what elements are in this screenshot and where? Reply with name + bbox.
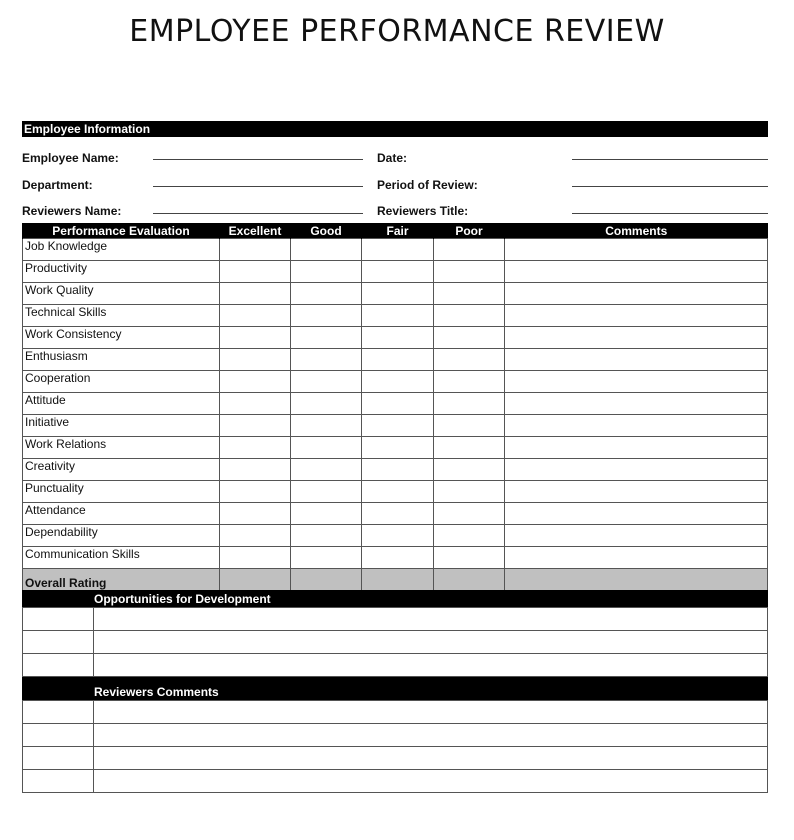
rating-cell[interactable] [505,327,768,349]
rating-cell[interactable] [291,239,362,261]
table-cell[interactable] [23,770,94,793]
rating-cell[interactable] [505,547,768,569]
rating-cell[interactable] [291,437,362,459]
table-cell[interactable] [94,724,768,747]
rating-cell[interactable] [362,239,434,261]
criterion-label: Dependability [23,525,220,547]
rating-cell[interactable] [505,349,768,371]
rating-cell[interactable] [434,283,505,305]
table-row [23,415,768,437]
table-row [23,393,768,415]
rating-cell[interactable] [434,481,505,503]
rating-cell[interactable] [291,547,362,569]
rating-cell[interactable] [220,239,291,261]
rating-cell[interactable] [362,349,434,371]
rating-cell[interactable] [434,239,505,261]
table-row [23,525,768,547]
rating-cell[interactable] [505,305,768,327]
opportunities-section [22,590,768,677]
table-row [23,608,768,631]
rating-cell[interactable] [505,415,768,437]
column-header: Comments [505,223,768,239]
rating-cell[interactable] [505,503,768,525]
table-row [23,631,768,654]
rating-cell[interactable] [434,525,505,547]
column-header: Excellent [220,223,291,239]
column-header: Performance Evaluation [23,223,220,239]
rating-cell[interactable] [362,569,434,591]
rating-cell[interactable] [220,261,291,283]
criterion-label: Initiative [23,415,220,437]
rating-cell[interactable] [220,525,291,547]
department-field[interactable] [153,186,363,187]
table-cell[interactable] [23,747,94,770]
rating-cell[interactable] [362,503,434,525]
criterion-label: Productivity [23,261,220,283]
column-header: Poor [434,223,505,239]
table-row [23,459,768,481]
criterion-label: Technical Skills [23,305,220,327]
table-cell[interactable] [94,701,768,724]
rating-cell[interactable] [291,393,362,415]
rating-cell[interactable] [291,503,362,525]
period-field[interactable] [572,186,768,187]
rating-cell[interactable] [434,459,505,481]
table-row [23,724,768,747]
table-row [23,747,768,770]
criterion-label: Creativity [23,459,220,481]
rating-cell[interactable] [220,415,291,437]
reviewers-name-field[interactable] [153,213,363,214]
rating-cell[interactable] [220,569,291,591]
table-row [23,327,768,349]
criterion-label: Enthusiasm [23,349,220,371]
rating-cell[interactable] [220,393,291,415]
table-row [23,349,768,371]
rating-cell[interactable] [434,349,505,371]
rating-cell[interactable] [291,261,362,283]
criterion-label: Communication Skills [23,547,220,569]
rating-cell[interactable] [362,371,434,393]
rating-cell[interactable] [291,459,362,481]
table-cell[interactable] [94,770,768,793]
criterion-label: Punctuality [23,481,220,503]
rating-cell[interactable] [434,437,505,459]
criterion-label: Job Knowledge [23,239,220,261]
rating-cell[interactable] [291,349,362,371]
date-field[interactable] [572,159,768,160]
rating-cell[interactable] [505,481,768,503]
rating-cell[interactable] [362,525,434,547]
rating-cell[interactable] [362,415,434,437]
table-cell[interactable] [23,654,94,677]
rating-cell[interactable] [220,481,291,503]
rating-cell[interactable] [362,459,434,481]
criterion-label: Work Relations [23,437,220,459]
reviewers-title-label: Reviewers Title: [377,204,469,218]
rating-cell[interactable] [220,547,291,569]
page-title: EMPLOYEE PERFORMANCE REVIEW [129,14,665,49]
rating-cell[interactable] [291,305,362,327]
rating-cell[interactable] [220,459,291,481]
rating-cell[interactable] [505,393,768,415]
employee-info-header: Employee Information [22,121,768,137]
table-row [23,701,768,724]
column-header: Fair [362,223,434,239]
reviewers-title-field[interactable] [572,213,768,214]
table-row [23,770,768,793]
criterion-label: Work Consistency [23,327,220,349]
table-row [23,261,768,283]
rating-cell[interactable] [220,305,291,327]
rating-cell[interactable] [505,525,768,547]
employee-name-field[interactable] [153,159,363,160]
rating-cell[interactable] [434,261,505,283]
rating-cell[interactable] [362,261,434,283]
rating-cell[interactable] [362,283,434,305]
rating-cell[interactable] [362,437,434,459]
table-row [23,239,768,261]
opportunities-table [22,607,768,677]
rating-cell[interactable] [220,503,291,525]
table-row [23,654,768,677]
period-label: Period of Review: [377,178,478,192]
table-row [23,481,768,503]
rating-cell[interactable] [434,393,505,415]
column-header: Good [291,223,362,239]
rating-cell[interactable] [434,569,505,591]
table-row [23,283,768,305]
reviewer-comments-header: Reviewers Comments [22,677,768,700]
table-cell[interactable] [23,724,94,747]
table-cell[interactable] [23,608,94,631]
rating-cell[interactable] [505,459,768,481]
table-cell[interactable] [94,631,768,654]
rating-cell[interactable] [220,327,291,349]
table-row [23,305,768,327]
table-row [23,547,768,569]
rating-cell[interactable] [505,283,768,305]
rating-cell[interactable] [505,437,768,459]
rating-cell[interactable] [220,437,291,459]
criterion-label: Work Quality [23,283,220,305]
rating-cell[interactable] [505,261,768,283]
reviewer-comments-table [22,700,768,793]
rating-cell[interactable] [434,547,505,569]
rating-cell[interactable] [505,371,768,393]
table-row [23,371,768,393]
rating-cell[interactable] [220,349,291,371]
criterion-label: Attitude [23,393,220,415]
rating-cell[interactable] [220,283,291,305]
table-cell[interactable] [94,608,768,631]
rating-cell[interactable] [505,569,768,591]
rating-cell[interactable] [291,525,362,547]
rating-cell[interactable] [434,305,505,327]
table-cell[interactable] [23,701,94,724]
table-row [23,503,768,525]
rating-cell[interactable] [434,371,505,393]
table-row [23,437,768,459]
criterion-label: Cooperation [23,371,220,393]
rating-cell[interactable] [362,547,434,569]
rating-cell[interactable] [434,503,505,525]
rating-cell[interactable] [291,569,362,591]
performance-table [22,223,768,591]
performance-header-row [23,223,768,239]
rating-cell[interactable] [505,239,768,261]
criterion-label: Attendance [23,503,220,525]
reviewers-name-label: Reviewers Name: [22,204,122,218]
overall-rating-label: Overall Rating [23,569,220,591]
reviewer-comments-section [22,677,768,793]
rating-cell[interactable] [434,327,505,349]
opportunities-header: Opportunities for Development [22,590,768,607]
rating-cell[interactable] [291,283,362,305]
rating-cell[interactable] [362,305,434,327]
overall-rating-row [23,569,768,591]
rating-cell[interactable] [362,393,434,415]
rating-cell[interactable] [362,481,434,503]
date-label: Date: [377,151,408,165]
rating-cell[interactable] [291,481,362,503]
rating-cell[interactable] [220,371,291,393]
table-cell[interactable] [23,631,94,654]
department-label: Department: [22,178,93,192]
rating-cell[interactable] [362,327,434,349]
rating-cell[interactable] [291,415,362,437]
rating-cell[interactable] [291,371,362,393]
rating-cell[interactable] [291,327,362,349]
employee-name-label: Employee Name: [22,151,119,165]
table-cell[interactable] [94,747,768,770]
table-cell[interactable] [94,654,768,677]
rating-cell[interactable] [434,415,505,437]
